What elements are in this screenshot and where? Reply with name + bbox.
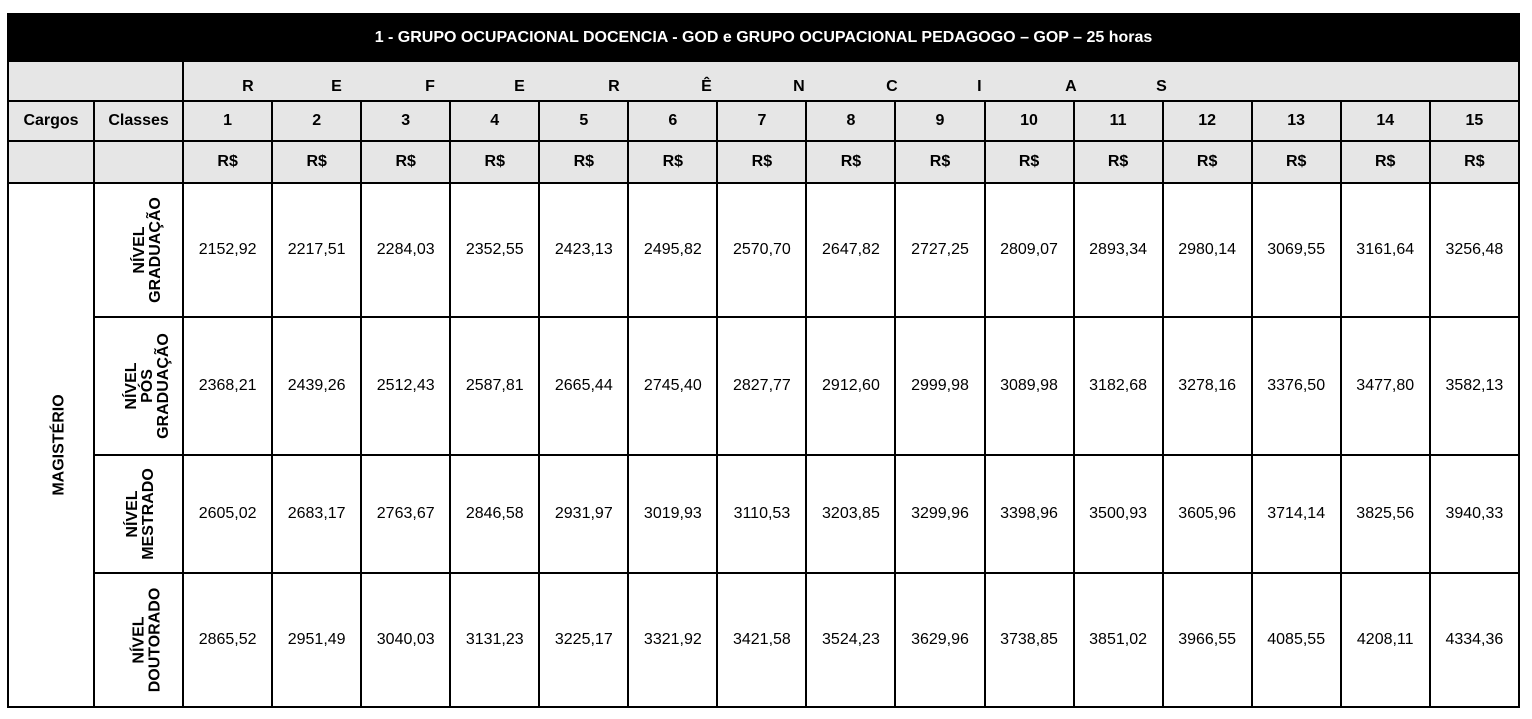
salary-value-cell: 2284,03 <box>361 183 450 317</box>
class-label-line: DOUTORADO <box>146 587 164 692</box>
salary-value-cell: 3524,23 <box>806 573 895 707</box>
salary-value-cell: 3256,48 <box>1430 183 1519 317</box>
reference-number-header: 14 <box>1341 101 1430 141</box>
referencias-letter: N <box>793 78 805 95</box>
salary-value-cell: 3582,13 <box>1430 317 1519 455</box>
salary-value-cell: 2570,70 <box>717 183 806 317</box>
class-label-line: MESTRADO <box>139 467 157 560</box>
reference-number-header: 3 <box>361 101 450 141</box>
reference-number-header: 9 <box>895 101 984 141</box>
unit-blank-cell <box>94 141 183 183</box>
class-label <box>131 587 163 692</box>
salary-value-cell: 3500,93 <box>1074 455 1163 573</box>
salary-value-cell: 3629,96 <box>895 573 984 707</box>
referencias-letter: R <box>608 78 620 95</box>
cargo-cell <box>8 183 94 707</box>
currency-unit-cell: R$ <box>1074 141 1163 183</box>
salary-value-cell: 2352,55 <box>450 183 539 317</box>
salary-value-cell: 3738,85 <box>985 573 1074 707</box>
salary-value-cell: 2665,44 <box>539 317 628 455</box>
salary-value-cell: 2605,02 <box>183 455 272 573</box>
table-title: 1 - GRUPO OCUPACIONAL DOCENCIA - GOD e GRUPO OCUPACIONAL PEDAGOGO – GOP – 25 horas <box>8 14 1519 61</box>
currency-unit-cell: R$ <box>1341 141 1430 183</box>
salary-table <box>7 13 1520 708</box>
salary-value-cell: 3161,64 <box>1341 183 1430 317</box>
class-label <box>132 197 164 303</box>
currency-unit-cell: R$ <box>806 141 895 183</box>
salary-value-cell: 3131,23 <box>450 573 539 707</box>
salary-value-cell: 2152,92 <box>183 183 272 317</box>
class-label-line: PÓS <box>138 368 156 403</box>
salary-value-cell: 3825,56 <box>1341 455 1430 573</box>
currency-unit-cell: R$ <box>361 141 450 183</box>
salary-value-cell: 3203,85 <box>806 455 895 573</box>
currency-unit-cell: R$ <box>450 141 539 183</box>
reference-number-header: 12 <box>1163 101 1252 141</box>
cargos-header: Cargos <box>8 101 94 141</box>
salary-value-cell: 2893,34 <box>1074 183 1163 317</box>
salary-value-cell: 4208,11 <box>1341 573 1430 707</box>
currency-unit-cell: R$ <box>1252 141 1341 183</box>
class-label-line: GRADUAÇÃO <box>154 332 172 439</box>
salary-value-cell: 3398,96 <box>985 455 1074 573</box>
reference-number-header: 5 <box>539 101 628 141</box>
salary-value-cell: 3040,03 <box>361 573 450 707</box>
salary-value-cell: 2423,13 <box>539 183 628 317</box>
salary-value-cell: 3966,55 <box>1163 573 1252 707</box>
salary-value-cell: 2980,14 <box>1163 183 1252 317</box>
salary-value-cell: 2865,52 <box>183 573 272 707</box>
referencias-letter: A <box>1065 78 1077 95</box>
referencias-letter: C <box>886 78 898 95</box>
referencias-letter: E <box>514 78 525 95</box>
salary-value-cell: 2439,26 <box>272 317 361 455</box>
salary-value-cell: 3851,02 <box>1074 573 1163 707</box>
class-cell <box>94 573 183 707</box>
salary-value-cell: 2912,60 <box>806 317 895 455</box>
referencias-letter: I <box>977 78 982 95</box>
currency-unit-cell: R$ <box>895 141 984 183</box>
salary-value-cell: 3421,58 <box>717 573 806 707</box>
salary-value-cell: 3376,50 <box>1252 317 1341 455</box>
salary-value-cell: 2587,81 <box>450 317 539 455</box>
salary-value-cell: 2999,98 <box>895 317 984 455</box>
salary-value-cell: 3940,33 <box>1430 455 1519 573</box>
class-label-line: NÍVEL <box>130 615 148 664</box>
reference-number-header: 6 <box>628 101 717 141</box>
reference-number-header: 2 <box>272 101 361 141</box>
salary-value-cell: 3477,80 <box>1341 317 1430 455</box>
reference-number-header: 15 <box>1430 101 1519 141</box>
salary-value-cell: 2727,25 <box>895 183 984 317</box>
reference-number-header: 7 <box>717 101 806 141</box>
salary-value-cell: 2809,07 <box>985 183 1074 317</box>
salary-value-cell: 2951,49 <box>272 573 361 707</box>
table-row <box>8 183 1519 317</box>
salary-value-cell: 3278,16 <box>1163 317 1252 455</box>
currency-unit-cell: R$ <box>628 141 717 183</box>
salary-value-cell: 4085,55 <box>1252 573 1341 707</box>
referencias-letter: R <box>242 78 254 95</box>
salary-value-cell: 2683,17 <box>272 455 361 573</box>
currency-unit-cell: R$ <box>272 141 361 183</box>
currency-unit-cell: R$ <box>539 141 628 183</box>
class-label-line: NÍVEL <box>130 225 148 274</box>
salary-value-cell: 2512,43 <box>361 317 450 455</box>
table-row <box>8 455 1519 573</box>
salary-value-cell: 2846,58 <box>450 455 539 573</box>
class-label <box>124 333 172 439</box>
class-cell <box>94 183 183 317</box>
salary-value-cell: 3299,96 <box>895 455 984 573</box>
salary-value-cell: 2368,21 <box>183 317 272 455</box>
salary-value-cell: 3605,96 <box>1163 455 1252 573</box>
referencias-letter: E <box>331 78 342 95</box>
salary-value-cell: 2217,51 <box>272 183 361 317</box>
reference-number-header: 8 <box>806 101 895 141</box>
salary-value-cell: 3069,55 <box>1252 183 1341 317</box>
salary-value-cell: 2763,67 <box>361 455 450 573</box>
salary-value-cell: 3182,68 <box>1074 317 1163 455</box>
salary-value-cell: 3714,14 <box>1252 455 1341 573</box>
salary-value-cell: 2931,97 <box>539 455 628 573</box>
salary-value-cell: 2745,40 <box>628 317 717 455</box>
salary-value-cell: 3225,17 <box>539 573 628 707</box>
table-row <box>8 317 1519 455</box>
class-label-line: NÍVEL <box>123 489 141 538</box>
currency-unit-cell: R$ <box>183 141 272 183</box>
class-label-line: NÍVEL <box>122 361 140 410</box>
class-label-line: GRADUAÇÃO <box>146 196 164 303</box>
reference-number-header: 13 <box>1252 101 1341 141</box>
cargo-label: MAGISTÉRIO <box>50 394 68 496</box>
reference-number-header: 11 <box>1074 101 1163 141</box>
salary-value-cell: 2647,82 <box>806 183 895 317</box>
currency-unit-cell: R$ <box>1163 141 1252 183</box>
salary-value-cell: 3089,98 <box>985 317 1074 455</box>
unit-blank-cell <box>8 141 94 183</box>
classes-header: Classes <box>94 101 183 141</box>
reference-number-header: 10 <box>985 101 1074 141</box>
referencias-letter: S <box>1156 78 1167 95</box>
salary-value-cell: 3019,93 <box>628 455 717 573</box>
currency-unit-cell: R$ <box>1430 141 1519 183</box>
referencias-letter: F <box>425 78 435 95</box>
currency-unit-cell: R$ <box>717 141 806 183</box>
salary-value-cell: 2495,82 <box>628 183 717 317</box>
salary-value-cell: 3321,92 <box>628 573 717 707</box>
referencias-heading <box>183 61 1519 101</box>
salary-sheet <box>7 13 1520 711</box>
refs-blank-cell <box>8 61 183 101</box>
reference-number-header: 1 <box>183 101 272 141</box>
class-label <box>125 468 157 560</box>
class-cell <box>94 455 183 573</box>
reference-number-header: 4 <box>450 101 539 141</box>
salary-value-cell: 3110,53 <box>717 455 806 573</box>
currency-unit-cell: R$ <box>985 141 1074 183</box>
referencias-letter: Ê <box>701 78 712 95</box>
table-row <box>8 573 1519 707</box>
salary-value-cell: 4334,36 <box>1430 573 1519 707</box>
class-cell <box>94 317 183 455</box>
salary-value-cell: 2827,77 <box>717 317 806 455</box>
